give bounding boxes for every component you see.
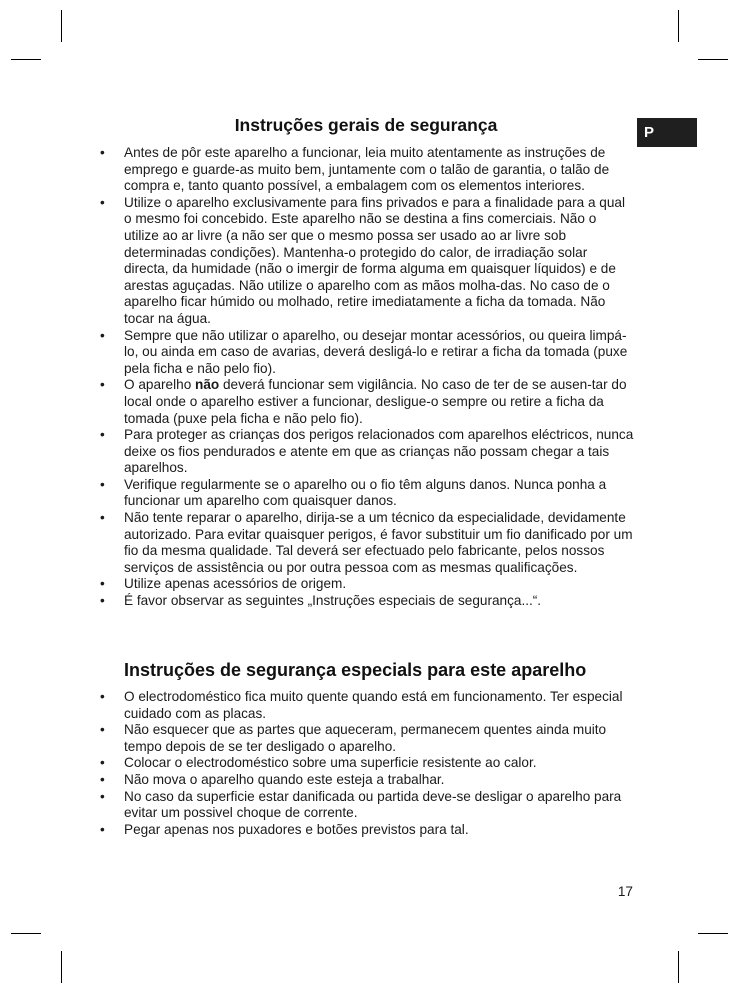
bullet: •	[100, 821, 105, 837]
bullet: •	[100, 377, 105, 393]
list-item	[100, 771, 634, 789]
list-item-text: Utilize o aparelho exclusivamente para fins privados e para a finalidade para a qual o mesmo foi concebido. Este aparelho não se destina a fins comerciais. Não o utilize ao ar livre (a não ser que o mesmo possa ser usado ao ar livre sob determinadas condições). Mantenha-o protegido do calor, de irradiação solar directa, da humidade (não o imergir de forma alguma em quaisquer líquidos) e de arestas aguçadas. Não utilize o aparelho com as mãos molha-das. No caso de o aparelho ficar húmido ou molhado, retire imediatamente a ficha da tomada. Não tocar na água.	[124, 194, 626, 326]
crop-mark	[698, 59, 728, 60]
crop-mark	[11, 59, 41, 60]
special-safety-list	[100, 689, 634, 838]
bullet: •	[100, 427, 105, 443]
bullet: •	[100, 145, 105, 160]
list-item	[100, 427, 634, 477]
bullet: •	[100, 510, 105, 526]
list-item-text: É favor observar as seguintes „Instruções especiais de segurança...“.	[124, 593, 542, 609]
list-item-text-pre: O aparelho	[124, 377, 196, 393]
list-item-text: Antes de pôr este aparelho a funcionar, leia muito atentamente as instruções de emprego e guarde-as muito bem, juntamente com o talão de garantia, o talão de compra e, tanto quanto possível, a embalagem com os elementos interiores.	[124, 145, 610, 194]
list-item	[100, 821, 634, 839]
bullet: •	[100, 722, 105, 738]
crop-mark	[678, 951, 679, 983]
list-item-text: Colocar o electrodoméstico sobre uma superficie resistente ao calor.	[124, 755, 537, 771]
list-item-text: Verifique regularmente se o aparelho ou o fio têm alguns danos. Nunca ponha a funcionar um aparelho com quaisquer danos.	[124, 476, 607, 509]
general-safety-title: Instruções gerais de segurança	[234, 115, 498, 135]
list-item-text: Pegar apenas nos puxadores e botões previstos para tal.	[124, 821, 469, 837]
list-item	[100, 722, 634, 755]
list-item	[100, 576, 634, 593]
special-safety-title: Instruções de segurança especials para este aparelho	[124, 660, 587, 680]
crop-mark	[61, 10, 62, 42]
list-item	[100, 510, 634, 576]
list-item	[100, 377, 634, 427]
page-number: 17	[617, 884, 633, 899]
list-item-text: Utilize apenas acessórios de origem.	[124, 576, 347, 592]
list-item	[100, 593, 634, 610]
list-item	[100, 327, 634, 378]
crop-mark	[678, 10, 679, 42]
list-item-text: No caso da superficie estar danificada ou partida deve-se desligar o aparelho para evitar um possivel choque de corrente.	[124, 788, 622, 821]
list-item-text: Para proteger as crianças dos perigos relacionados com aparelhos eléctricos, nunca deixe os fios pendurados e atente em que as crianças não possam chegar a tais aparelhos.	[124, 427, 634, 476]
bullet: •	[100, 194, 105, 210]
list-item	[100, 476, 634, 510]
list-item-text: Não tente reparar o aparelho, dirija-se a um técnico da especialidade, devidamente autorizado. Para evitar quaisquer perigos, é favor substituir um fio danificado por um fio da mesma qualidade. Tal deverá ser efectuado pelo fabricante, pelos nossos serviços de assistência ou por outra pessoa com as mesmas qualificações.	[124, 510, 633, 575]
list-item-text: Não esquecer que as partes que aqueceram, permanecem quentes ainda muito tempo depois de se ter desligado o aparelho.	[124, 722, 607, 754]
bullet: •	[100, 576, 105, 592]
list-item	[100, 788, 634, 822]
list-item	[100, 755, 634, 772]
general-safety-list	[100, 145, 634, 610]
crop-mark	[698, 933, 728, 934]
bullet: •	[100, 788, 105, 804]
emphasis-text: não	[195, 377, 220, 393]
list-item-text-post: deverá funcionar sem vigilância. No caso de ter de se ausen-tar do local onde o aparelho estiver a funcionar, desligue-o sempre ou retire a ficha da tomada (puxe pela ficha e não pelo fio).	[124, 377, 627, 426]
bullet: •	[100, 755, 105, 771]
language-tab: P	[637, 118, 697, 147]
crop-mark	[11, 933, 41, 934]
bullet: •	[100, 327, 105, 343]
bullet: •	[100, 689, 105, 704]
list-item	[100, 145, 634, 195]
bullet: •	[100, 771, 105, 787]
list-item	[100, 194, 634, 328]
bullet: •	[100, 593, 105, 609]
bullet: •	[100, 476, 105, 492]
list-item-text: Não mova o aparelho quando este esteja a trabalhar.	[124, 771, 445, 787]
crop-mark	[61, 951, 62, 983]
list-item-text: Sempre que não utilizar o aparelho, ou desejar montar acessórios, ou queira limpá-lo, ou ainda em caso de avarias, deverá desligá-lo e retirar a ficha da tomada (puxe pela ficha e não pelo fio).	[124, 327, 628, 376]
list-item	[100, 689, 634, 722]
list-item-text: O electrodoméstico fica muito quente quando está em funcionamento. Ter especial cuidado com as placas.	[124, 689, 623, 721]
